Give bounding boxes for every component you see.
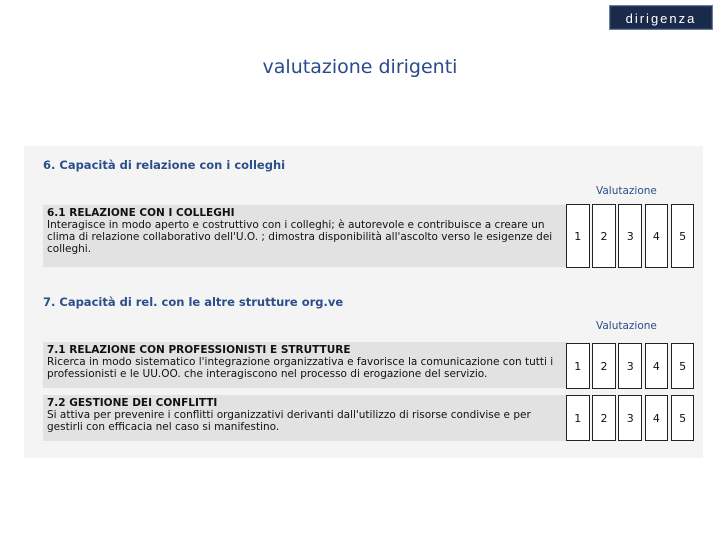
criterion-6-1 bbox=[43, 205, 568, 267]
rating-option[interactable]: 1 bbox=[566, 204, 590, 268]
rating-scale bbox=[566, 204, 697, 268]
rating-option[interactable]: 2 bbox=[592, 204, 616, 268]
rating-option[interactable]: 5 bbox=[671, 395, 695, 441]
criterion-description: Ricerca in modo sistematico l'integrazione organizzativa e favorisce la comunicazione con tutti i professionisti e le UU.OO. che interagiscono nel processo di erogazione del servizio. bbox=[47, 356, 554, 380]
criterion-description: Interagisce in modo aperto e costruttivo con i colleghi; è autorevole e contribuisce a creare un clima di relazione collaborativo dell'U.O. ; dimostra disponibilità all'ascolto verso le esigenze dei colleghi. bbox=[47, 219, 553, 255]
section-title: 7. Capacità di rel. con le altre strutture org.ve bbox=[43, 295, 344, 309]
page-title: valutazione dirigenti bbox=[262, 56, 458, 78]
evaluation-form bbox=[24, 146, 703, 458]
criterion-7-1 bbox=[43, 342, 568, 388]
criterion-description: Si attiva per prevenire i conflitti organizzativi derivanti dall'utilizzo di risorse condivise e per gestirli con efficacia nel caso si manifestino. bbox=[47, 409, 531, 433]
rating-option[interactable]: 4 bbox=[645, 204, 669, 268]
rating-scale bbox=[566, 395, 697, 441]
rating-header: Valutazione bbox=[596, 185, 657, 197]
dirigenza-badge: dirigenza bbox=[609, 5, 713, 30]
rating-option[interactable]: 5 bbox=[671, 343, 695, 389]
rating-option[interactable]: 3 bbox=[618, 204, 642, 268]
rating-header: Valutazione bbox=[596, 320, 657, 332]
criterion-title: 7.2 GESTIONE DEI CONFLITTI bbox=[47, 397, 218, 409]
rating-option[interactable]: 5 bbox=[671, 204, 695, 268]
rating-scale bbox=[566, 343, 697, 389]
criterion-7-2 bbox=[43, 395, 568, 441]
rating-option[interactable]: 1 bbox=[566, 395, 590, 441]
section-title: 6. Capacità di relazione con i colleghi bbox=[43, 158, 286, 172]
rating-option[interactable]: 3 bbox=[618, 395, 642, 441]
rating-option[interactable]: 3 bbox=[618, 343, 642, 389]
criterion-title: 7.1 RELAZIONE CON PROFESSIONISTI E STRUTTURE bbox=[47, 344, 351, 356]
rating-option[interactable]: 4 bbox=[645, 395, 669, 441]
rating-option[interactable]: 2 bbox=[592, 343, 616, 389]
criterion-title: 6.1 RELAZIONE CON I COLLEGHI bbox=[47, 207, 235, 219]
rating-option[interactable]: 2 bbox=[592, 395, 616, 441]
rating-option[interactable]: 4 bbox=[645, 343, 669, 389]
rating-option[interactable]: 1 bbox=[566, 343, 590, 389]
